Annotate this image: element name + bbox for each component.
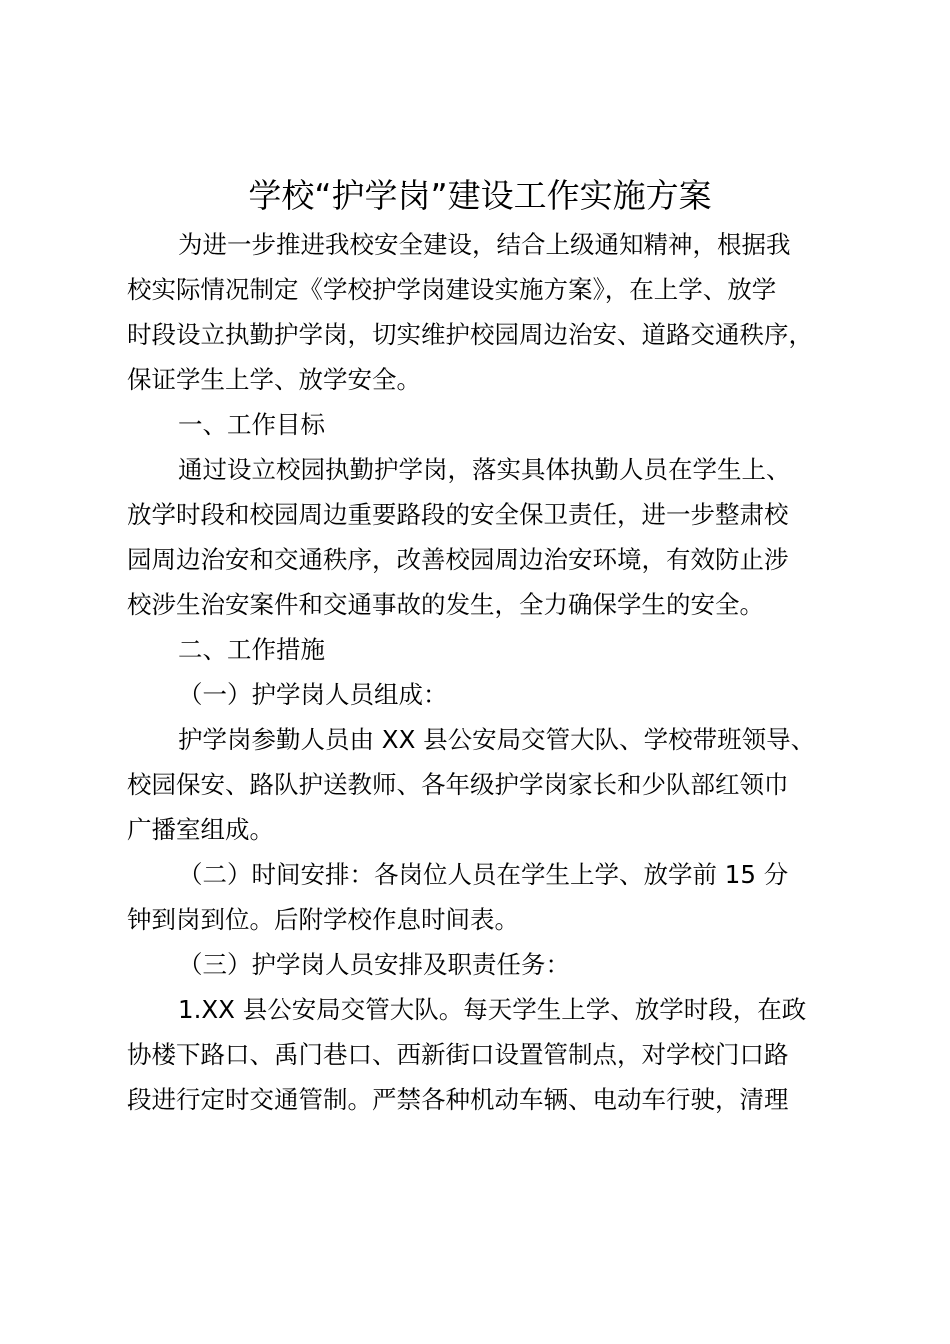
text-line: 通过设立校园执勤护学岗，落实具体执勤人员在学生上、	[178, 455, 791, 484]
text-line: 校实际情况制定《学校护学岗建设实施方案》，在上学、放学	[127, 275, 777, 304]
text-line: （三）护学岗人员安排及职责任务：	[178, 950, 570, 979]
text-line: 广播室组成。	[127, 815, 274, 844]
text-line: 保证学生上学、放学安全。	[127, 365, 421, 394]
text-line: 时段设立执勤护学岗，切实维护校园周边治安、道路交通秩序，	[127, 320, 813, 349]
document-title: 学校“护学岗”建设工作实施方案	[248, 176, 712, 215]
text-line: 段进行定时交通管制。严禁各种机动车辆、电动车行驶，清理	[127, 1085, 789, 1114]
text-line: 校涉生治安案件和交通事故的发生，全力确保学生的安全。	[127, 590, 764, 619]
text-line: 护学岗参勤人员由 XX 县公安局交管大队、学校带班领导、	[178, 725, 816, 754]
text-line: 二、工作措施	[178, 635, 325, 664]
text-line: （二）时间安排：各岗位人员在学生上学、放学前 15 分	[178, 860, 789, 889]
text-line: 钟到岗到位。后附学校作息时间表。	[127, 905, 519, 934]
text-line: 为进一步推进我校安全建设，结合上级通知精神，根据我	[178, 230, 791, 259]
text-line: 放学时段和校园周边重要路段的安全保卫责任，进一步整肃校	[127, 500, 789, 529]
text-line: 校园保安、路队护送教师、各年级护学岗家长和少队部红领巾	[127, 770, 789, 799]
text-line: 一、工作目标	[178, 410, 325, 439]
text-line: 协楼下路口、禹门巷口、西新街口设置管制点，对学校门口路	[127, 1040, 789, 1069]
document-body	[127, 222, 862, 1122]
text-line: （一）护学岗人员组成：	[178, 680, 448, 709]
text-line: 园周边治安和交通秩序，改善校园周边治安环境，有效防止涉	[127, 545, 789, 574]
text-line: 1.XX 县公安局交管大队。每天学生上学、放学时段，在政	[178, 995, 807, 1024]
